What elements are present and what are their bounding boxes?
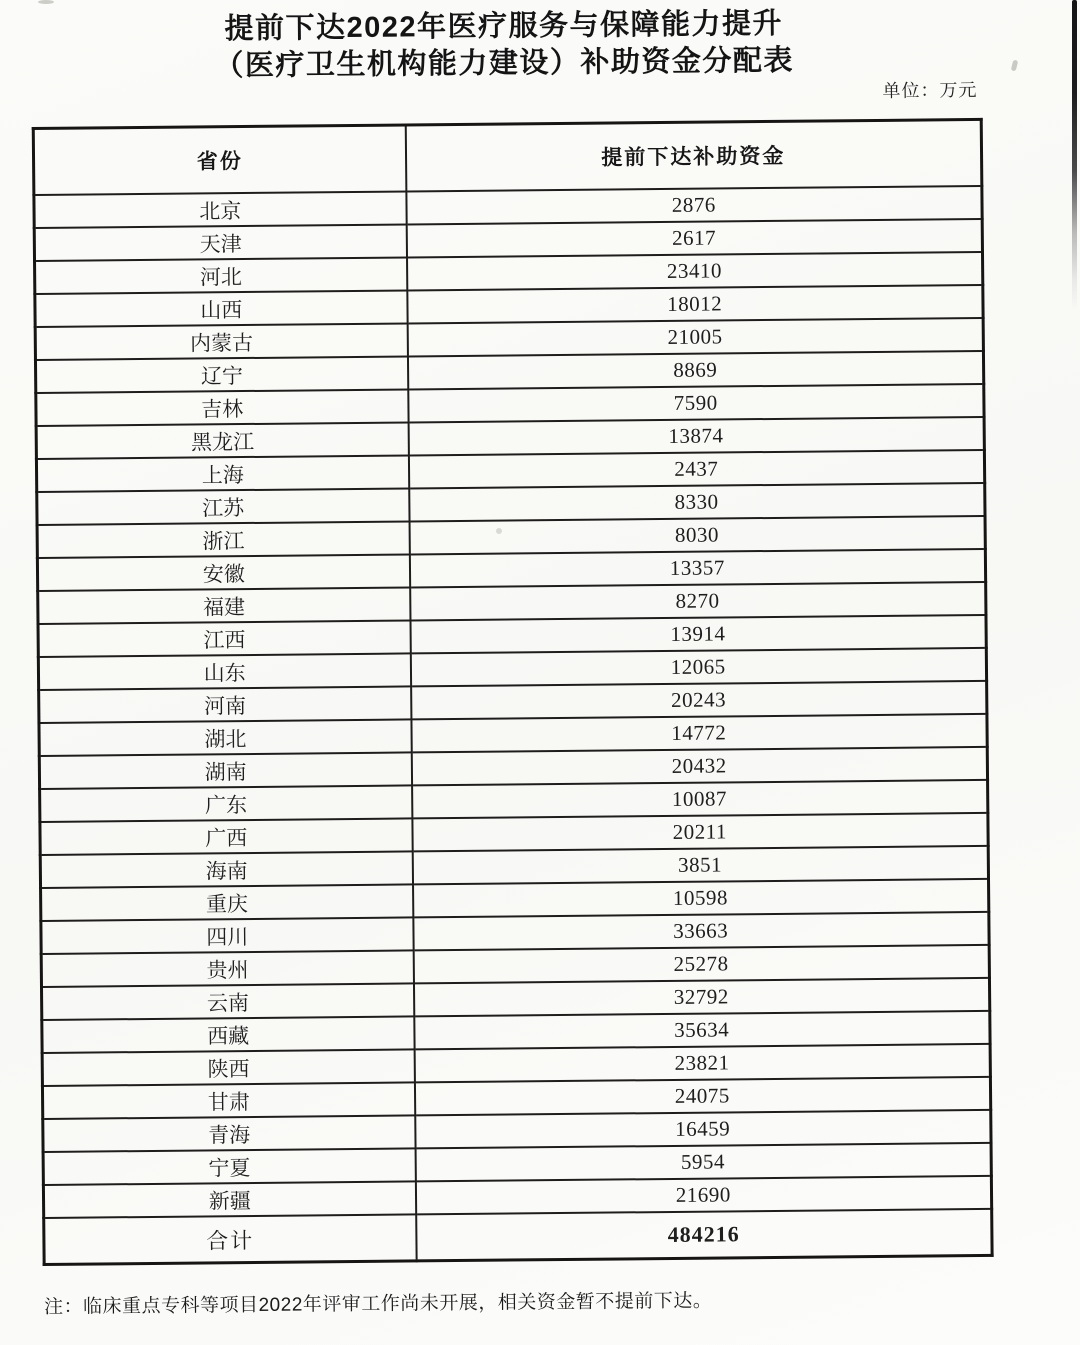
document-title-line1: 提前下达2022年医疗服务与保障能力提升 <box>224 7 784 46</box>
province-cell: 新疆 <box>43 1181 415 1218</box>
footnote: 注：临床重点专科等项目2022年评审工作尚未开展，相关资金暂不提前下达。 <box>43 1290 713 1318</box>
amount-column-header: 提前下达补助资金 <box>405 119 982 191</box>
amount-cell: 35634 <box>414 1011 990 1050</box>
amount-cell: 24075 <box>414 1077 990 1116</box>
province-cell: 山东 <box>38 653 410 690</box>
amount-cell: 2437 <box>408 450 984 489</box>
province-cell: 海南 <box>40 851 412 888</box>
allocation-table <box>32 118 994 1266</box>
amount-cell: 13357 <box>409 549 985 588</box>
province-cell: 辽宁 <box>35 356 407 393</box>
province-cell: 江西 <box>38 620 410 657</box>
province-cell: 湖南 <box>39 752 411 789</box>
province-cell: 宁夏 <box>43 1148 415 1185</box>
amount-cell: 20432 <box>411 747 987 786</box>
province-cell: 重庆 <box>41 884 413 921</box>
province-cell: 江苏 <box>37 488 409 525</box>
amount-cell: 2617 <box>406 219 982 258</box>
total-label-cell: 合计 <box>44 1214 416 1264</box>
amount-cell: 12065 <box>410 648 986 687</box>
amount-cell: 32792 <box>413 978 989 1017</box>
amount-cell: 8270 <box>410 582 986 621</box>
amount-cell: 14772 <box>411 714 987 753</box>
province-cell: 内蒙古 <box>35 323 407 360</box>
amount-cell: 23410 <box>407 252 983 291</box>
province-cell: 黑龙江 <box>36 422 408 459</box>
amount-cell: 33663 <box>413 912 989 951</box>
table-footer <box>44 1209 992 1265</box>
amount-cell: 10598 <box>413 879 989 918</box>
amount-cell: 25278 <box>413 945 989 984</box>
document-title <box>0 4 1014 88</box>
amount-cell: 8330 <box>409 483 985 522</box>
unit-label: 单位：万元 <box>882 79 978 101</box>
province-cell: 四川 <box>41 917 413 954</box>
province-cell: 甘肃 <box>42 1082 414 1119</box>
province-cell: 湖北 <box>39 719 411 756</box>
scan-edge-artifact <box>1072 0 1077 310</box>
amount-cell: 13914 <box>410 615 986 654</box>
table-header <box>33 119 982 195</box>
amount-cell: 23821 <box>414 1044 990 1083</box>
province-cell: 河北 <box>35 257 407 294</box>
amount-cell: 10087 <box>412 780 988 819</box>
province-cell: 吉林 <box>36 389 408 426</box>
scan-speck-artifact <box>496 528 502 534</box>
document-title-line2: （医疗卫生机构能力建设）补助资金分配表 <box>214 44 795 83</box>
province-cell: 安徽 <box>37 554 409 591</box>
province-cell: 河南 <box>39 686 411 723</box>
amount-cell: 18012 <box>407 285 983 324</box>
province-cell: 云南 <box>41 983 413 1020</box>
amount-cell: 13874 <box>408 417 984 456</box>
province-cell: 上海 <box>36 455 408 492</box>
amount-cell: 8869 <box>407 351 983 390</box>
amount-cell: 3851 <box>412 846 988 885</box>
province-cell: 广东 <box>40 785 412 822</box>
amount-cell: 20211 <box>412 813 988 852</box>
province-cell: 福建 <box>38 587 410 624</box>
amount-cell: 2876 <box>406 186 982 225</box>
province-cell: 天津 <box>34 224 406 261</box>
province-cell: 青海 <box>43 1115 415 1152</box>
province-cell: 广西 <box>40 818 412 855</box>
province-column-header: 省份 <box>33 125 406 195</box>
amount-cell: 21690 <box>415 1176 991 1215</box>
province-cell: 贵州 <box>41 950 413 987</box>
amount-cell: 7590 <box>408 384 984 423</box>
amount-cell: 8030 <box>409 516 985 555</box>
amount-cell: 16459 <box>415 1110 991 1149</box>
table-header-row <box>33 119 982 195</box>
amount-cell: 21005 <box>407 318 983 357</box>
total-amount-cell: 484216 <box>416 1209 992 1261</box>
total-row <box>44 1209 992 1265</box>
province-cell: 浙江 <box>37 521 409 558</box>
scan-speck-artifact <box>38 0 54 4</box>
amount-cell: 5954 <box>415 1143 991 1182</box>
province-cell: 西藏 <box>42 1016 414 1053</box>
province-cell: 山西 <box>35 290 407 327</box>
province-cell: 北京 <box>34 191 406 228</box>
province-cell: 陕西 <box>42 1049 414 1086</box>
amount-cell: 20243 <box>411 681 987 720</box>
table-body <box>34 186 992 1218</box>
